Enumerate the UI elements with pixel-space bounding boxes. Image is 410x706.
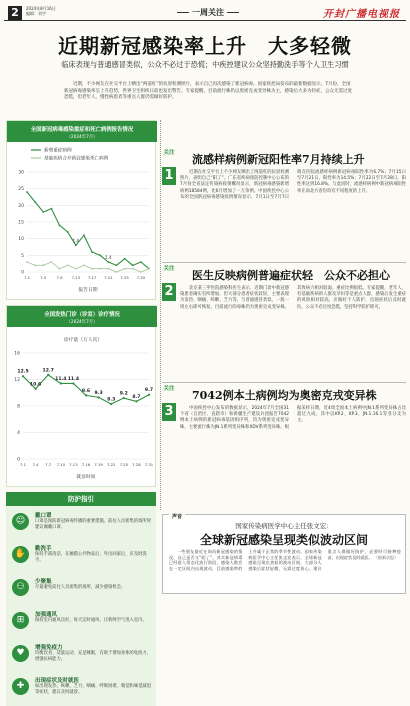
story-number: 3	[162, 403, 176, 421]
guide-item-text: 保持室内通风良好，每天定时通风，让新鲜空气进入室内。	[35, 618, 147, 623]
hospital-icon: ✚	[12, 678, 29, 695]
data-point	[99, 254, 101, 256]
series-line	[27, 192, 149, 269]
data-point	[140, 271, 142, 273]
chart-panel-fever-clinic	[6, 305, 156, 487]
data-point	[67, 264, 69, 266]
voice-box	[162, 514, 406, 594]
y-tick-label: 4	[17, 431, 20, 436]
y-tick-label: 15	[18, 220, 24, 226]
data-label: 8.7	[132, 394, 141, 400]
story-number: 2	[162, 283, 176, 301]
newspaper-logo: 开封广播电视报	[323, 9, 400, 20]
guide-item-avoid-crowds	[6, 574, 156, 602]
x-tick-label: 7.10	[56, 462, 66, 467]
data-point	[140, 261, 142, 263]
x-tick-label: 7.25	[120, 275, 129, 280]
data-point	[47, 374, 49, 376]
data-point	[83, 264, 85, 266]
x-tick-label: 7.13	[71, 275, 81, 280]
story-body: 近期在社交平台上不少网友晒出了两道杠的抗原检测照片，表明自己“阳了”。广东省疾病预防控制中心公布的7月份全省法定传染病疫情概况显示，新冠病毒感染新增病例18584例，比6月增加了一万余例。中国疾控中心公布的全国新冠病毒感染疫情情况显示，7月1日至7月7日哨点医院流感样病例新冠病毒阳性率为6.7%；7月15日至7月21日，阳性率为14.5%；7月22日至7月28日，阳性率达到16.8%。与此同时，流感样病例中新冠病毒阳性率在南北方省份均有不同程度的上升。	[180, 170, 406, 200]
data-label: 11.4	[67, 376, 80, 382]
story-3	[162, 386, 406, 508]
column-divider	[160, 120, 161, 510]
y-tick-label: 25	[18, 187, 24, 193]
divider	[162, 382, 406, 383]
data-label: 1.4	[72, 238, 79, 244]
data-point	[148, 268, 150, 270]
guide-item-text: 尽量避免前往人员密集的场所，减少感染机会。	[35, 585, 126, 590]
data-point	[107, 268, 109, 270]
data-label: 9.7	[144, 388, 154, 394]
chart2-header	[7, 306, 157, 327]
guide-item-title: 少聚集	[35, 579, 52, 585]
sub-headline: 临床表现与普通感冒类似，公众不必过于恐慌；中疾控建议公众坚持勤洗手等个人卫生习惯	[61, 60, 349, 69]
main-headline: 近期新冠感染率上升 大多轻微	[58, 34, 352, 58]
story-label: 关注	[163, 266, 175, 272]
story-title: 流感样病例新冠阳性率7月持续上升	[192, 153, 365, 166]
chart1-header	[7, 121, 157, 142]
data-label: 12.5	[17, 369, 29, 375]
data-point	[85, 394, 87, 396]
x-tick-label: 7.29	[136, 275, 146, 280]
data-label: 8.3	[107, 397, 116, 403]
voice-tag: 声音	[169, 513, 185, 520]
chart2-title: 全国发热门诊（诊室）诊疗情况	[44, 312, 120, 318]
y-axis-label: 诊疗量（万人次）	[63, 338, 103, 343]
data-point	[72, 382, 74, 384]
legend-label: 新增重症病例	[44, 148, 72, 154]
handwash-icon: ✋	[12, 546, 29, 563]
story-body: 北京某三甲医院感染科医生表示，近期门诊中新冠感染患者确实有所增加，但大部分患者症状较轻，主要表现为发热、咽痛、咳嗽、乏力等，与普通感冒类似，一般一周左右即可恢复。目前流行的毒株仍为奥密克戎变异株，其致病力相对较弱，重症比例很低。专家提醒，老年人、有基础疾病的人群及孕妇等是重点人群，感染后发生重症的风险相对较高，应做好个人防护，出现症状后及时就医。公众不必过度恐慌，坚持科学防护即可。	[180, 286, 406, 310]
data-point	[124, 258, 126, 260]
header-date	[26, 6, 56, 16]
chart2-subtitle: （2024年7月）	[66, 320, 98, 325]
crowd-icon: ⚇	[12, 579, 29, 596]
guide-title: 防护指引	[68, 495, 94, 503]
y-tick-label: 16	[14, 351, 20, 357]
guide-item-mask	[6, 508, 156, 536]
x-tick-label: 7.7	[45, 462, 52, 467]
guide-item-title: 戴口罩	[35, 513, 52, 519]
header-editor-line: 编辑：刘宇	[26, 11, 46, 16]
data-label: 12.7	[42, 368, 54, 374]
data-point	[35, 388, 37, 390]
guide-item-title: 加强通风	[35, 612, 58, 618]
x-tick-label: 7.28	[132, 462, 141, 467]
lead-paragraph: 近期，不少网友在社交平台上晒出“两道杠”的抗原检测照片，表示自己再次感染了新冠病毒。国家疾控局发布的最新数据显示，7月份，全国新冠病毒感染率呈上升趋势，世界卫生组织日前也发出警告。专家提醒，目前流行株仍以奥密克戎变异株为主，感染后大多为轻症，公众无需过度恐慌，但老年人、慢性病患者等重点人群仍需做好防护。	[64, 82, 352, 100]
data-point	[75, 268, 77, 270]
data-point	[67, 231, 69, 233]
x-tick-label: 7.9	[56, 275, 63, 280]
data-point	[34, 201, 36, 203]
data-label: 9.2	[119, 391, 128, 397]
data-point	[110, 403, 112, 405]
data-point	[26, 261, 28, 263]
data-label: 1.4	[105, 255, 112, 260]
y-tick-label: 5	[21, 253, 24, 259]
story-label: 关注	[163, 386, 175, 392]
x-tick-label: 7.4	[32, 462, 39, 467]
x-tick-label: 7.1	[19, 462, 27, 467]
x-tick-label: 7.5	[40, 275, 47, 280]
data-point	[22, 375, 24, 377]
data-point	[116, 271, 118, 273]
x-axis-label: 就诊时间	[76, 475, 96, 480]
y-tick-label: 30	[18, 170, 24, 176]
data-point	[98, 396, 100, 398]
guide-list	[6, 506, 156, 706]
x-tick-label: 7.13	[69, 462, 78, 467]
data-point	[59, 268, 61, 270]
data-label: 11.4	[55, 376, 67, 382]
data-point	[107, 261, 109, 263]
data-point	[132, 264, 134, 266]
data-point	[91, 268, 93, 270]
guide-item-immunity	[6, 640, 156, 668]
chart1-title: 全国新冠病毒感染重症和死亡病例报告情况	[30, 127, 134, 133]
x-tick-label: 7.1	[23, 275, 31, 280]
y-tick-label: 0	[21, 270, 24, 276]
story-body: 中国疾控中心发布的数据显示，2024年7月全国31个省（自治区、直辖市）和新疆生产建设兵团报告7042例本土病例的新冠病毒基因组序列，均为奥密克戎变异株，主要流行株为JN.1系列变异株和XDV系列变异株。根据采样日期，近4周全国本土病例中JN.1系列变异株占比超过九成，其中以KP.2、KP.3、JN.1.16.1等亚分支为主。	[180, 406, 406, 430]
data-point	[59, 224, 61, 226]
x-tick-label: 7.17	[87, 275, 97, 280]
y-tick-label: 12	[14, 378, 20, 383]
data-point	[83, 234, 85, 236]
data-point	[123, 397, 125, 399]
data-point	[34, 264, 36, 266]
guide-item-title: 勤洗手	[35, 546, 52, 552]
x-tick-label: 7.22	[106, 462, 116, 467]
voice-source: 国家传染病医学中心主任张文宏：	[235, 522, 333, 530]
guide-header	[6, 492, 156, 506]
data-label: 10.6	[29, 382, 42, 388]
chart1-subtitle: （2024年7月）	[66, 135, 98, 140]
data-label: 9.3	[94, 390, 103, 396]
data-point	[42, 211, 44, 213]
voice-body	[169, 549, 401, 591]
guide-item-text: 保持手部清洁，在触摸公共物品后、外出回家后，应及时洗手。	[35, 552, 147, 563]
story-number: 1	[162, 167, 176, 185]
guide-item-text: 如出现发热、咳嗽、乏力、咽痛、呼吸困难、嗅觉和味觉减退等症状，建议及时就诊。	[35, 684, 152, 695]
data-point	[116, 264, 118, 266]
guide-item-ventilation	[6, 607, 156, 635]
guide-item-handwash	[6, 541, 156, 569]
x-tick-label: 7.19	[94, 462, 103, 467]
page-header	[4, 3, 406, 21]
story-title: 医生反映病例普遍症状轻 公众不必担心	[192, 269, 390, 282]
story-label: 关注	[163, 150, 175, 156]
window-icon: ⊞	[12, 612, 29, 629]
x-tick-label: 7.21	[104, 275, 113, 280]
page-number: 2	[8, 6, 22, 20]
section-title: 一周关注	[174, 7, 242, 18]
story-1	[162, 150, 406, 258]
x-axis-label: 报告日期	[78, 288, 98, 293]
voice-text: 一些朋友最近在询问新冠感染的情况，自己是否又“阳了”。其实新冠病毒已经进入常态化流行阶段，感染人数会在一定区间内出现波动，目前感染率的上升属于正常的季节性波动。国家传染病医学中心主任张文宏表示，全球新冠感染呈现出类似的波动区间，大部分人感染后症状轻微，无需过度担心。建议重点人群做好防护，必要时可接种疫苗，出现症状及时就医。	[169, 549, 401, 571]
y-tick-label: 10	[18, 237, 24, 243]
left-column	[6, 120, 156, 695]
run-icon: ♥	[12, 645, 29, 662]
chart1-svg	[7, 142, 157, 300]
y-tick-label: 8	[17, 404, 20, 410]
data-point	[51, 208, 53, 210]
voice-byline: （据新京报）	[374, 554, 398, 560]
data-point	[132, 268, 134, 270]
data-point	[99, 268, 101, 270]
x-tick-label: 7.25	[119, 462, 129, 467]
data-point	[60, 382, 62, 384]
data-point	[51, 261, 53, 263]
guide-item-text: 均衡饮食、适量运动、充足睡眠，有助于增加身体的免疫力，增强抗病能力。	[35, 651, 152, 662]
mask-icon: ☺	[12, 513, 29, 530]
chart2-svg	[7, 327, 157, 487]
story-title: 7042例本土病例均为奥密克戎变异株	[192, 389, 377, 402]
legend-label: 基础疾病合并新冠感染死亡病例	[44, 156, 109, 162]
data-point	[75, 244, 77, 246]
voice-title: 全球新冠感染呈现类似波动区间	[199, 533, 368, 547]
x-tick-label: 7.31	[144, 462, 154, 467]
data-point	[135, 400, 137, 402]
guide-item-see-doctor	[6, 673, 156, 701]
x-tick-label: 7.16	[81, 462, 91, 467]
guide-item-title: 出现症状及时就医	[35, 678, 80, 684]
data-label: 9.6	[81, 388, 91, 394]
data-point	[42, 264, 44, 266]
data-point	[148, 394, 150, 396]
guide-item-text: 口罩是预防新冠病毒传播的重要措施。前往人员密集的场所时建议佩戴口罩。	[35, 519, 152, 530]
data-point	[26, 191, 28, 193]
divider	[162, 262, 406, 263]
chart-panel-severe-cases	[6, 120, 156, 300]
y-tick-label: 20	[18, 203, 24, 209]
story-2	[162, 266, 406, 378]
header-date-line: 2024年8月16日	[26, 6, 56, 11]
data-point	[124, 268, 126, 270]
data-point	[91, 251, 93, 253]
guide-item-title: 增强免疫力	[35, 645, 63, 651]
y-tick-label: 0	[17, 457, 20, 463]
